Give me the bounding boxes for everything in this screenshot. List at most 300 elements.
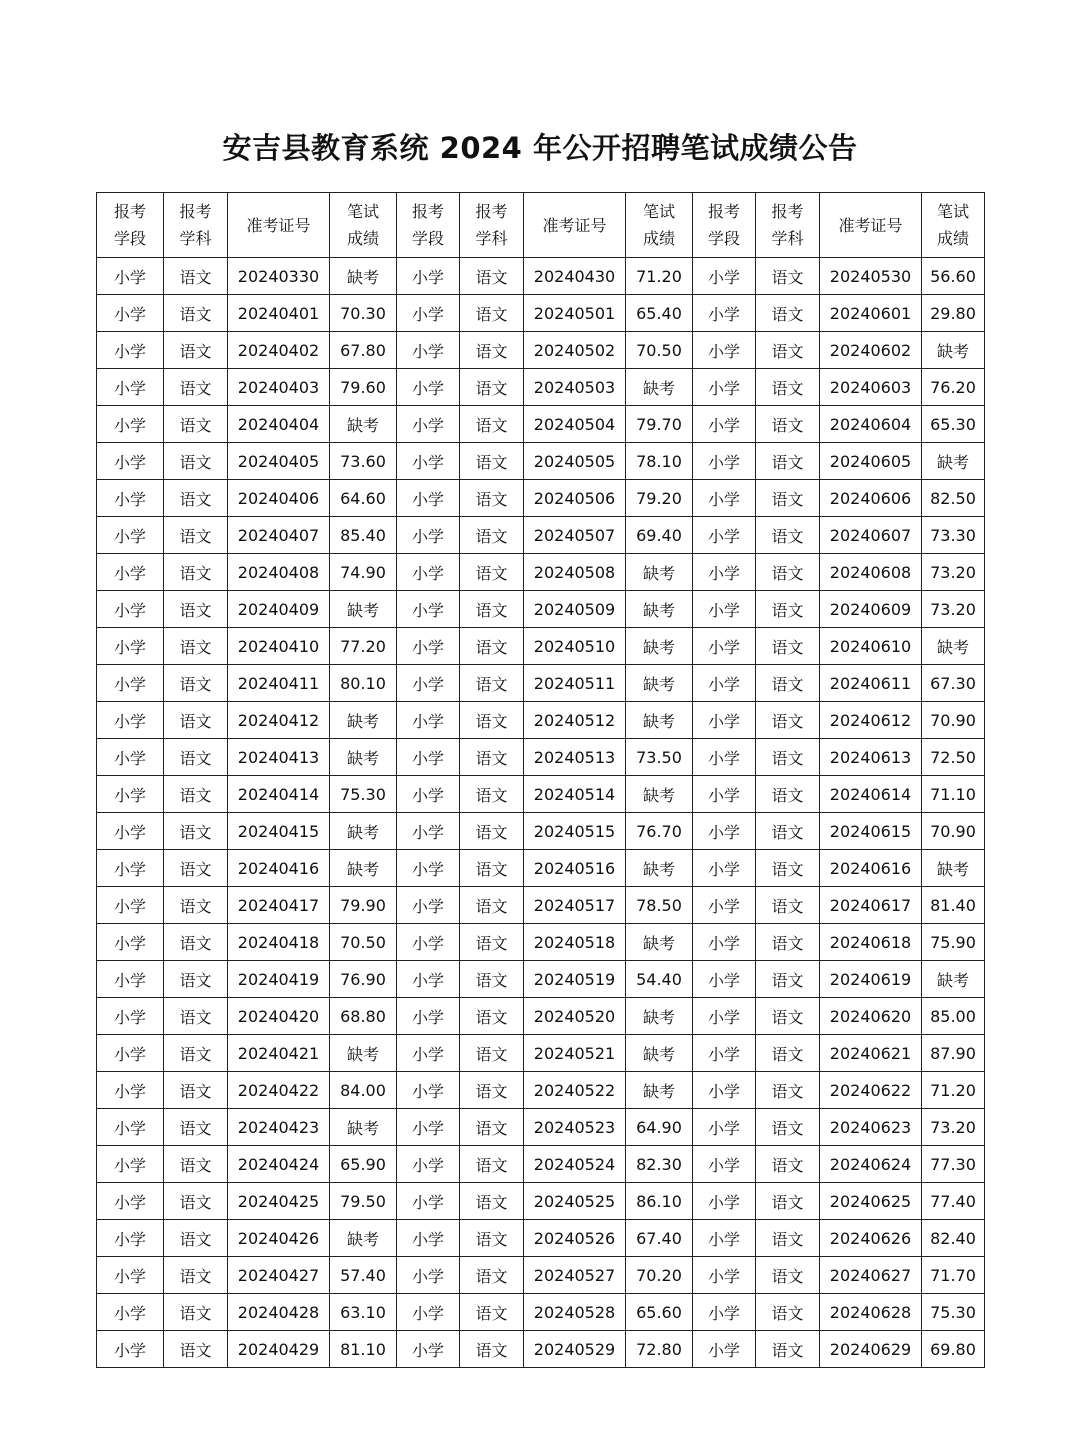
table-cell: 语文	[164, 665, 228, 702]
table-cell: 小学	[693, 628, 756, 665]
table-cell: 20240525	[524, 1183, 626, 1220]
table-cell: 缺考	[922, 443, 985, 480]
table-cell: 小学	[97, 1072, 164, 1109]
column-header-text: 学段	[707, 229, 740, 248]
table-cell: 73.50	[626, 739, 693, 776]
table-cell: 小学	[693, 776, 756, 813]
table-row	[97, 1072, 985, 1109]
table-cell: 79.90	[330, 887, 397, 924]
table-cell: 缺考	[922, 628, 985, 665]
table-cell: 75.90	[922, 924, 985, 961]
table-row	[97, 332, 985, 369]
table-cell: 20240519	[524, 961, 626, 998]
table-cell: 小学	[693, 443, 756, 480]
table-cell: 78.10	[626, 443, 693, 480]
table-cell: 70.90	[922, 813, 985, 850]
table-cell: 76.90	[330, 961, 397, 998]
table-cell: 语文	[164, 406, 228, 443]
table-cell: 20240625	[820, 1183, 922, 1220]
table-cell: 缺考	[330, 1220, 397, 1257]
table-cell: 20240608	[820, 554, 922, 591]
column-header	[228, 193, 330, 258]
table-cell: 20240618	[820, 924, 922, 961]
table-cell: 20240528	[524, 1294, 626, 1331]
table-cell: 小学	[97, 443, 164, 480]
table-cell: 20240629	[820, 1331, 922, 1368]
table-cell: 20240402	[228, 332, 330, 369]
table-cell: 20240412	[228, 702, 330, 739]
table-cell: 小学	[397, 1146, 460, 1183]
table-cell: 小学	[97, 1331, 164, 1368]
table-cell: 67.40	[626, 1220, 693, 1257]
column-header	[460, 193, 524, 258]
table-cell: 缺考	[330, 850, 397, 887]
table-cell: 语文	[756, 1109, 820, 1146]
table-cell: 小学	[97, 258, 164, 295]
table-cell: 语文	[756, 1146, 820, 1183]
column-header-text: 成绩	[936, 229, 969, 248]
table-cell: 小学	[397, 517, 460, 554]
table-cell: 缺考	[626, 554, 693, 591]
table-cell: 87.90	[922, 1035, 985, 1072]
table-cell: 语文	[460, 850, 524, 887]
table-cell: 缺考	[626, 591, 693, 628]
table-cell: 76.70	[626, 813, 693, 850]
column-header	[693, 193, 756, 258]
table-cell: 语文	[756, 591, 820, 628]
table-cell: 小学	[693, 813, 756, 850]
column-header	[756, 193, 820, 258]
table-cell: 语文	[460, 1035, 524, 1072]
table-cell: 小学	[397, 1035, 460, 1072]
table-cell: 20240410	[228, 628, 330, 665]
table-cell: 语文	[460, 628, 524, 665]
column-header-text: 准考证号	[246, 215, 311, 235]
table-cell: 20240406	[228, 480, 330, 517]
table-cell: 语文	[756, 480, 820, 517]
table-cell: 缺考	[922, 332, 985, 369]
table-cell: 缺考	[330, 258, 397, 295]
table-cell: 语文	[460, 1146, 524, 1183]
table-cell: 小学	[97, 1220, 164, 1257]
table-cell: 小学	[397, 406, 460, 443]
table-cell: 小学	[97, 369, 164, 406]
table-cell: 81.40	[922, 887, 985, 924]
table-cell: 20240628	[820, 1294, 922, 1331]
table-cell: 小学	[97, 554, 164, 591]
table-cell: 语文	[164, 1146, 228, 1183]
table-cell: 20240517	[524, 887, 626, 924]
table-cell: 语文	[164, 1257, 228, 1294]
table-cell: 74.90	[330, 554, 397, 591]
table-cell: 语文	[460, 739, 524, 776]
table-cell: 20240521	[524, 1035, 626, 1072]
table-cell: 20240603	[820, 369, 922, 406]
table-cell: 20240502	[524, 332, 626, 369]
table-cell: 小学	[97, 702, 164, 739]
table-row	[97, 961, 985, 998]
table-cell: 小学	[693, 665, 756, 702]
table-cell: 20240403	[228, 369, 330, 406]
table-cell: 小学	[397, 480, 460, 517]
table-cell: 语文	[460, 517, 524, 554]
table-cell: 71.70	[922, 1257, 985, 1294]
table-cell: 20240601	[820, 295, 922, 332]
table-cell: 20240512	[524, 702, 626, 739]
table-cell: 20240623	[820, 1109, 922, 1146]
table-cell: 20240530	[820, 258, 922, 295]
table-cell: 小学	[97, 739, 164, 776]
table-cell: 20240414	[228, 776, 330, 813]
column-header	[164, 193, 228, 258]
column-header	[626, 193, 693, 258]
table-cell: 语文	[164, 813, 228, 850]
table-cell: 73.20	[922, 554, 985, 591]
table-cell: 小学	[693, 591, 756, 628]
table-cell: 小学	[693, 961, 756, 998]
table-cell: 小学	[397, 1072, 460, 1109]
column-header	[922, 193, 985, 258]
table-cell: 79.50	[330, 1183, 397, 1220]
table-cell: 语文	[164, 295, 228, 332]
table-cell: 56.60	[922, 258, 985, 295]
table-cell: 20240616	[820, 850, 922, 887]
table-cell: 语文	[460, 998, 524, 1035]
table-cell: 20240330	[228, 258, 330, 295]
table-cell: 小学	[397, 887, 460, 924]
table-cell: 20240417	[228, 887, 330, 924]
table-cell: 小学	[397, 1183, 460, 1220]
table-cell: 75.30	[330, 776, 397, 813]
table-cell: 77.40	[922, 1183, 985, 1220]
table-cell: 语文	[164, 517, 228, 554]
table-row	[97, 702, 985, 739]
table-cell: 20240624	[820, 1146, 922, 1183]
table-cell: 20240605	[820, 443, 922, 480]
table-cell: 语文	[460, 887, 524, 924]
table-cell: 语文	[756, 1257, 820, 1294]
table-row	[97, 850, 985, 887]
table-cell: 语文	[460, 961, 524, 998]
table-cell: 小学	[693, 924, 756, 961]
table-cell: 小学	[397, 369, 460, 406]
table-cell: 小学	[693, 1146, 756, 1183]
table-cell: 语文	[460, 369, 524, 406]
column-header	[330, 193, 397, 258]
table-cell: 语文	[164, 776, 228, 813]
table-cell: 20240523	[524, 1109, 626, 1146]
table-cell: 语文	[756, 924, 820, 961]
table-cell: 语文	[164, 924, 228, 961]
table-row	[97, 739, 985, 776]
table-cell: 小学	[693, 332, 756, 369]
table-cell: 语文	[756, 961, 820, 998]
table-cell: 语文	[756, 443, 820, 480]
table-cell: 小学	[693, 998, 756, 1035]
table-cell: 20240503	[524, 369, 626, 406]
table-cell: 小学	[397, 1331, 460, 1368]
table-cell: 小学	[97, 591, 164, 628]
table-row	[97, 1220, 985, 1257]
table-row	[97, 554, 985, 591]
table-cell: 71.20	[626, 258, 693, 295]
table-cell: 20240507	[524, 517, 626, 554]
table-cell: 小学	[97, 332, 164, 369]
table-cell: 小学	[693, 1035, 756, 1072]
table-cell: 语文	[460, 332, 524, 369]
table-cell: 20240607	[820, 517, 922, 554]
table-cell: 小学	[397, 1109, 460, 1146]
table-cell: 65.60	[626, 1294, 693, 1331]
table-cell: 小学	[397, 554, 460, 591]
table-cell: 73.60	[330, 443, 397, 480]
table-cell: 70.20	[626, 1257, 693, 1294]
column-header-text: 准考证号	[838, 215, 903, 235]
table-cell: 小学	[397, 665, 460, 702]
table-cell: 20240622	[820, 1072, 922, 1109]
table-cell: 语文	[756, 517, 820, 554]
scores-table	[96, 192, 985, 1368]
table-cell: 79.70	[626, 406, 693, 443]
table-cell: 小学	[97, 961, 164, 998]
table-cell: 63.10	[330, 1294, 397, 1331]
table-cell: 小学	[693, 295, 756, 332]
table-cell: 语文	[460, 406, 524, 443]
table-cell: 语文	[460, 1257, 524, 1294]
table-cell: 小学	[693, 406, 756, 443]
table-cell: 小学	[397, 295, 460, 332]
table-cell: 语文	[164, 998, 228, 1035]
table-cell: 语文	[756, 665, 820, 702]
column-header-text: 报考	[113, 202, 146, 221]
column-header-text: 笔试	[936, 202, 969, 221]
table-cell: 20240524	[524, 1146, 626, 1183]
table-cell: 20240619	[820, 961, 922, 998]
table-cell: 76.20	[922, 369, 985, 406]
table-cell: 小学	[693, 480, 756, 517]
table-row	[97, 443, 985, 480]
table-cell: 20240518	[524, 924, 626, 961]
table-row	[97, 1294, 985, 1331]
table-cell: 20240415	[228, 813, 330, 850]
table-cell: 20240527	[524, 1257, 626, 1294]
table-cell: 小学	[397, 591, 460, 628]
table-cell: 小学	[693, 258, 756, 295]
table-cell: 64.90	[626, 1109, 693, 1146]
table-cell: 语文	[756, 1331, 820, 1368]
table-cell: 小学	[397, 961, 460, 998]
table-cell: 语文	[164, 739, 228, 776]
table-cell: 小学	[693, 702, 756, 739]
table-cell: 81.10	[330, 1331, 397, 1368]
table-cell: 20240424	[228, 1146, 330, 1183]
column-header-text: 学段	[113, 229, 146, 248]
table-cell: 缺考	[330, 1035, 397, 1072]
table-cell: 82.50	[922, 480, 985, 517]
column-header-text: 准考证号	[542, 215, 607, 235]
table-cell: 语文	[756, 1220, 820, 1257]
table-cell: 20240627	[820, 1257, 922, 1294]
table-cell: 小学	[397, 1257, 460, 1294]
table-cell: 80.10	[330, 665, 397, 702]
table-cell: 小学	[693, 739, 756, 776]
table-cell: 小学	[397, 332, 460, 369]
table-cell: 20240508	[524, 554, 626, 591]
table-cell: 20240511	[524, 665, 626, 702]
column-header	[397, 193, 460, 258]
table-cell: 缺考	[626, 369, 693, 406]
table-cell: 29.80	[922, 295, 985, 332]
table-cell: 语文	[460, 1072, 524, 1109]
table-row	[97, 295, 985, 332]
table-row	[97, 1331, 985, 1368]
table-cell: 70.30	[330, 295, 397, 332]
table-cell: 小学	[693, 517, 756, 554]
table-cell: 语文	[460, 554, 524, 591]
table-cell: 语文	[756, 1035, 820, 1072]
table-cell: 语文	[460, 776, 524, 813]
table-cell: 语文	[460, 1109, 524, 1146]
table-cell: 小学	[397, 1220, 460, 1257]
table-cell: 语文	[164, 1331, 228, 1368]
table-cell: 语文	[164, 961, 228, 998]
table-cell: 语文	[164, 332, 228, 369]
column-header-text: 成绩	[642, 229, 675, 248]
table-cell: 20240506	[524, 480, 626, 517]
table-cell: 20240418	[228, 924, 330, 961]
table-cell: 20240429	[228, 1331, 330, 1368]
table-cell: 小学	[97, 1183, 164, 1220]
table-cell: 20240604	[820, 406, 922, 443]
table-cell: 语文	[164, 1183, 228, 1220]
table-cell: 小学	[693, 1331, 756, 1368]
table-row	[97, 998, 985, 1035]
table-cell: 70.50	[330, 924, 397, 961]
table-cell: 语文	[164, 1035, 228, 1072]
table-cell: 小学	[397, 924, 460, 961]
table-cell: 67.30	[922, 665, 985, 702]
table-cell: 20240612	[820, 702, 922, 739]
table-cell: 语文	[164, 628, 228, 665]
table-cell: 67.80	[330, 332, 397, 369]
table-cell: 缺考	[330, 739, 397, 776]
table-cell: 20240425	[228, 1183, 330, 1220]
table-cell: 20240426	[228, 1220, 330, 1257]
table-cell: 小学	[693, 1109, 756, 1146]
table-cell: 小学	[693, 1294, 756, 1331]
column-header-text: 报考	[771, 202, 804, 221]
table-cell: 小学	[97, 924, 164, 961]
table-cell: 20240409	[228, 591, 330, 628]
table-cell: 69.80	[922, 1331, 985, 1368]
column-header	[524, 193, 626, 258]
table-cell: 20240515	[524, 813, 626, 850]
table-cell: 20240609	[820, 591, 922, 628]
table-cell: 小学	[97, 1257, 164, 1294]
table-cell: 20240430	[524, 258, 626, 295]
table-cell: 语文	[756, 1294, 820, 1331]
table-cell: 语文	[164, 702, 228, 739]
table-cell: 20240626	[820, 1220, 922, 1257]
table-row	[97, 628, 985, 665]
table-cell: 小学	[97, 1109, 164, 1146]
table-cell: 小学	[97, 1035, 164, 1072]
column-header-text: 报考	[475, 202, 508, 221]
table-cell: 小学	[397, 443, 460, 480]
table-cell: 语文	[164, 554, 228, 591]
table-cell: 82.40	[922, 1220, 985, 1257]
table-cell: 78.50	[626, 887, 693, 924]
table-cell: 语文	[756, 850, 820, 887]
table-cell: 20240422	[228, 1072, 330, 1109]
table-cell: 语文	[164, 443, 228, 480]
table-cell: 语文	[460, 1294, 524, 1331]
table-cell: 20240427	[228, 1257, 330, 1294]
table-row	[97, 517, 985, 554]
table-cell: 小学	[693, 1220, 756, 1257]
table-cell: 语文	[164, 480, 228, 517]
table-cell: 77.20	[330, 628, 397, 665]
table-cell: 语文	[756, 406, 820, 443]
table-cell: 小学	[97, 665, 164, 702]
table-row	[97, 813, 985, 850]
column-header-text: 报考	[411, 202, 444, 221]
table-cell: 64.60	[330, 480, 397, 517]
table-row	[97, 665, 985, 702]
table-cell: 语文	[756, 369, 820, 406]
table-cell: 缺考	[922, 961, 985, 998]
table-cell: 20240501	[524, 295, 626, 332]
table-cell: 小学	[693, 554, 756, 591]
table-cell: 小学	[397, 998, 460, 1035]
table-cell: 82.30	[626, 1146, 693, 1183]
table-cell: 语文	[460, 813, 524, 850]
table-cell: 语文	[460, 591, 524, 628]
table-cell: 缺考	[626, 702, 693, 739]
table-cell: 20240509	[524, 591, 626, 628]
table-cell: 20240401	[228, 295, 330, 332]
table-cell: 小学	[693, 850, 756, 887]
table-cell: 20240614	[820, 776, 922, 813]
table-cell: 语文	[756, 1183, 820, 1220]
table-cell: 20240610	[820, 628, 922, 665]
table-cell: 语文	[164, 1294, 228, 1331]
table-cell: 20240522	[524, 1072, 626, 1109]
table-cell: 79.60	[330, 369, 397, 406]
table-cell: 20240613	[820, 739, 922, 776]
table-cell: 85.00	[922, 998, 985, 1035]
table-row	[97, 1183, 985, 1220]
table-cell: 69.40	[626, 517, 693, 554]
table-cell: 小学	[97, 887, 164, 924]
column-header-text: 成绩	[346, 229, 379, 248]
table-cell: 小学	[97, 998, 164, 1035]
table-cell: 缺考	[922, 850, 985, 887]
table-row	[97, 1109, 985, 1146]
table-row	[97, 591, 985, 628]
table-cell: 缺考	[330, 591, 397, 628]
table-cell: 小学	[693, 1183, 756, 1220]
table-body	[97, 258, 985, 1368]
table-row	[97, 776, 985, 813]
column-header-text: 学段	[411, 229, 444, 248]
table-cell: 小学	[397, 258, 460, 295]
table-cell: 20240416	[228, 850, 330, 887]
table-cell: 小学	[397, 850, 460, 887]
table-cell: 20240529	[524, 1331, 626, 1368]
table-cell: 小学	[397, 1294, 460, 1331]
table-cell: 缺考	[626, 924, 693, 961]
